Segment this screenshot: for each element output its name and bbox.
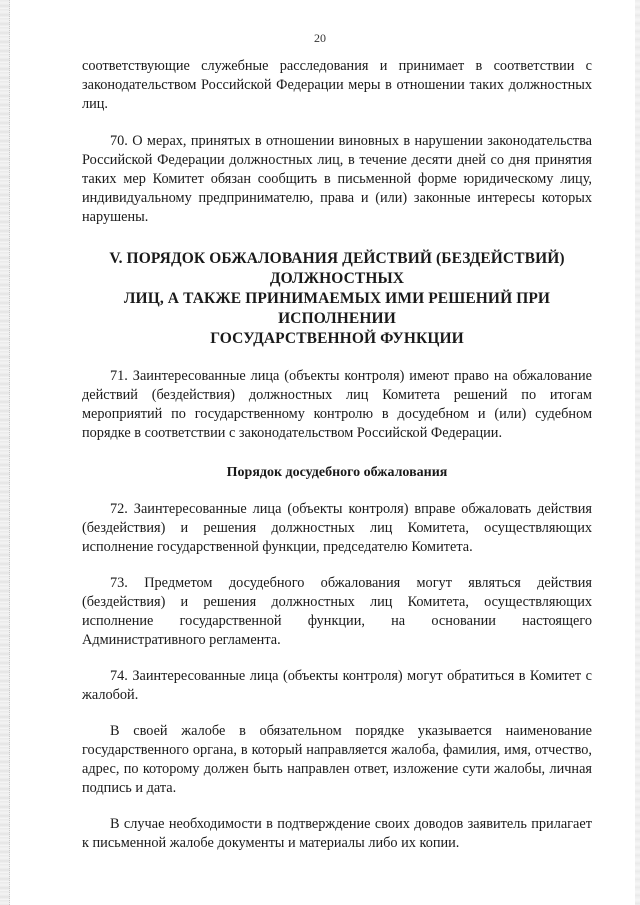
paragraph-complaint-contents: В своей жалобе в обязательном порядке указывается наименование государственного органа, в который направляется жалоба, фамилия, имя, отчество, адрес, по которому должен быть направлен ответ, изложение сути жалобы, личная подпись и дата. — [82, 723, 592, 796]
page-number: 20 — [314, 31, 326, 45]
paragraph-72: 72. Заинтересованные лица (объекты контроля) вправе обжаловать действия (бездействия) и решения должностных лиц Комитета, осуществляющих исполнение государственной функции, председателю Комитета. — [82, 501, 592, 555]
section-v-heading-line-2: ДОЛЖНОСТНЫХ — [269, 270, 405, 287]
section-v-heading-line-1: V. ПОРЯДОК ОБЖАЛОВАНИЯ ДЕЙСТВИЙ (БЕЗДЕЙСТВИЙ) — [109, 250, 565, 267]
paragraph-70: 70. О мерах, принятых в отношении виновных в нарушении законодательства Российской Федерации должностных лиц, в течение десяти дней со дня принятия таких мер Комитет обязан сообщить в письменной форме юридическому лицу, индивидуальному предпринимателю, права и (или) законные интересы которых нарушены. — [82, 133, 592, 225]
document-body — [82, 57, 592, 853]
section-v-heading-line-5: ГОСУДАРСТВЕННОЙ ФУНКЦИИ — [210, 330, 464, 347]
section-v-heading-line-4: ИСПОЛНЕНИИ — [278, 310, 396, 327]
section-v-heading — [82, 249, 592, 349]
paragraph-supporting-documents: В случае необходимости в подтверждение своих доводов заявитель прилагает к письменной жалобе документы и материалы либо их копии. — [82, 816, 592, 851]
scan-edge-left — [0, 0, 10, 905]
section-v-heading-line-3: ЛИЦ, А ТАКЖЕ ПРИНИМАЕМЫХ ИМИ РЕШЕНИЙ ПРИ — [123, 290, 551, 307]
scan-edge-right — [635, 0, 640, 905]
subsection-pretrial-heading: Порядок досудебного обжалования — [226, 465, 448, 480]
paragraph-continuation: соответствующие служебные расследования и принимает в соответствии с законодательством Российской Федерации меры в отношении таких должностных лиц. — [82, 58, 592, 112]
paragraph-73: 73. Предметом досудебного обжалования могут являться действия (бездействия) и решения должностных лиц Комитета, осуществляющих исполнение государственной функции, на основании настоящего Административного регламента. — [82, 575, 592, 648]
paragraph-74: 74. Заинтересованные лица (объекты контроля) могут обратиться в Комитет с жалобой. — [82, 668, 592, 703]
paragraph-71: 71. Заинтересованные лица (объекты контроля) имеют право на обжалование действий (бездействия) должностных лиц Комитета решений по итогам мероприятий по государственному контролю в досудебном и (или) судебном порядке в соответствии с законодательством Российской Федерации. — [82, 368, 592, 441]
